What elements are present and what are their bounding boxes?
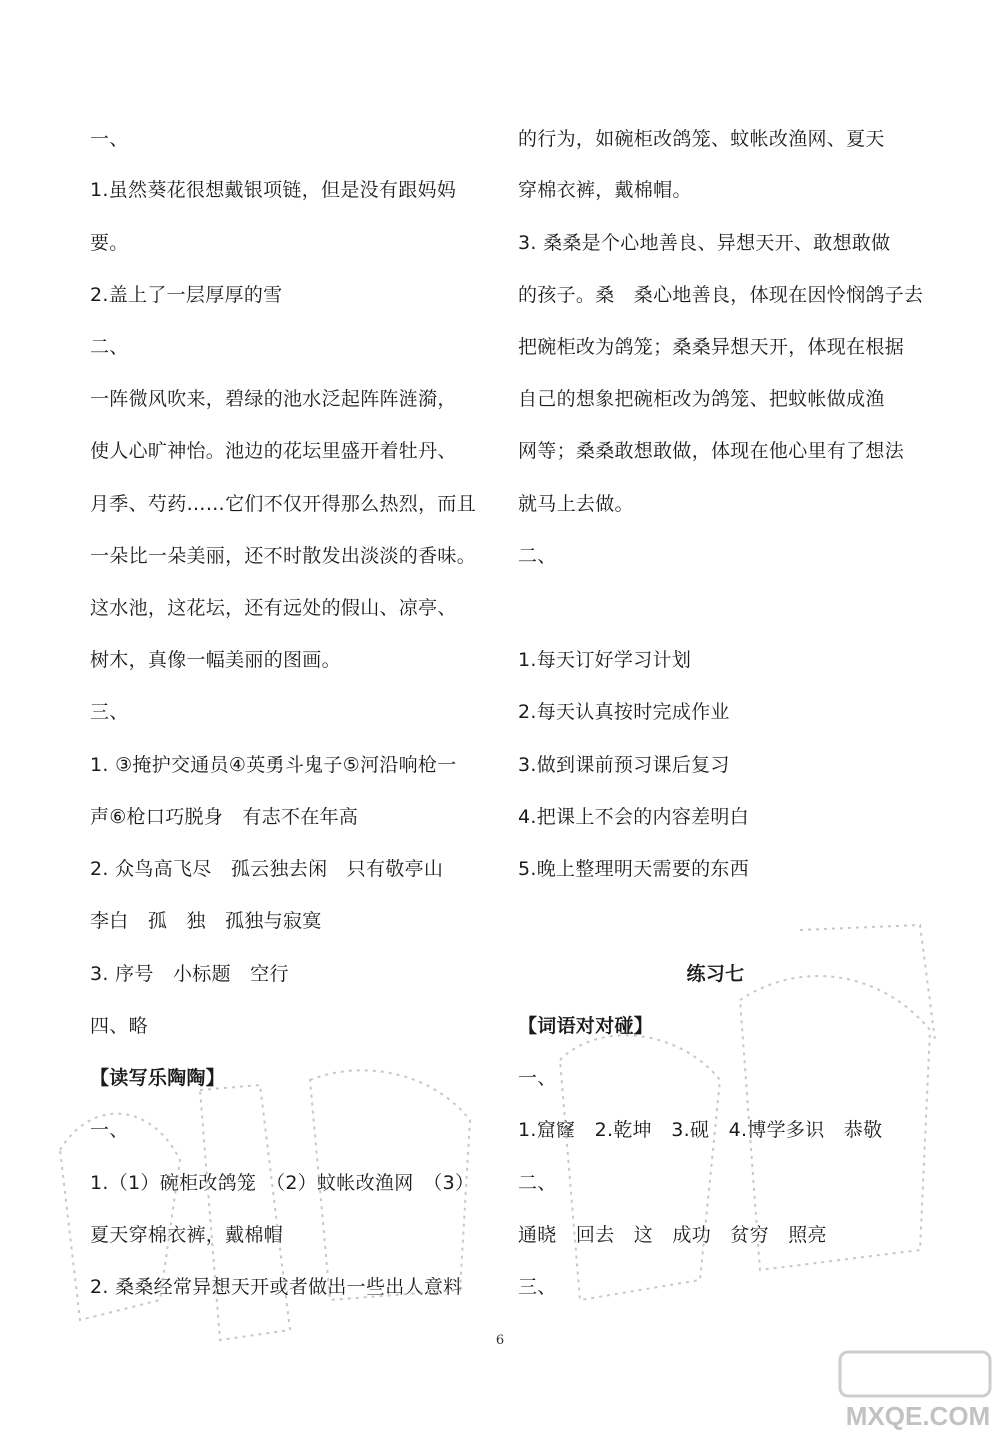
right-column-line-20: 通晓 回去 这 成功 贫穷 照亮 (518, 1224, 827, 1246)
left-column-line-18: 四、略 (90, 1015, 148, 1037)
left-column-line-20: 一、 (90, 1119, 129, 1141)
right-column-line-6: 自己的想象把碗柜改为鸽笼、把蚊帐做成渔 (518, 388, 885, 410)
left-column-line-17: 3. 序号 小标题 空行 (90, 963, 289, 985)
left-column-line-16: 李白 孤 独 孤独与寂寞 (90, 910, 322, 932)
right-column-line-4: 的孩子。桑 桑心地善良，体现在因怜悯鸽子去 (518, 284, 924, 306)
left-column-line-12: 三、 (90, 701, 129, 723)
left-column-line-3: 要。 (90, 232, 129, 254)
left-column-line-13: 1. ③掩护交通员④英勇斗鬼子⑤河沿响枪一 (90, 754, 457, 776)
left-column-line-7: 使人心旷神怡。池边的花坛里盛开着牡丹、 (90, 440, 457, 462)
left-column-line-14: 声⑥枪口巧脱身 有志不在年高 (90, 806, 359, 828)
right-column-line-16: 【词语对对碰】 (518, 1015, 654, 1037)
left-column-line-9: 一朵比一朵美丽，还不时散发出淡淡的香味。 (90, 545, 477, 567)
left-column-line-6: 一阵微风吹来，碧绿的池水泛起阵阵涟漪， (90, 388, 457, 410)
right-column-line-5: 把碗柜改为鸽笼；桑桑异想天开，体现在根据 (518, 336, 905, 358)
left-column-line-2: 1.虽然葵花很想戴银项链，但是没有跟妈妈 (90, 179, 457, 201)
right-column-line-21: 三、 (518, 1276, 557, 1298)
right-column-line-2: 穿棉衣裤，戴棉帽。 (518, 179, 692, 201)
left-column-line-11: 树木，真像一幅美丽的图画。 (90, 649, 341, 671)
right-column-line-7: 网等；桑桑敢想敢做，体现在他心里有了想法 (518, 440, 905, 462)
left-column-line-10: 这水池，这花坛，还有远处的假山、凉亭、 (90, 597, 457, 619)
right-column-line-10: 1.每天订好学习计划 (518, 649, 692, 671)
right-column-line-12: 3.做到课前预习课后复习 (518, 754, 730, 776)
page-number: 6 (495, 1333, 505, 1348)
watermark-text: MXQE.COM (845, 1401, 991, 1431)
right-column-line-19: 二、 (518, 1172, 557, 1194)
left-column-line-5: 二、 (90, 336, 129, 358)
right-column-line-13: 4.把课上不会的内容差明白 (518, 806, 750, 828)
left-column-line-8: 月季、芍药……它们不仅开得那么热烈，而且 (90, 493, 477, 515)
right-column-line-1: 的行为，如碗柜改鸽笼、蚊帐改渔网、夏天 (518, 128, 885, 150)
right-column-line-18: 1.窟窿 2.乾坤 3.砚 4.博学多识 恭敬 (518, 1119, 883, 1141)
right-column-line-9: 二、 (518, 545, 557, 567)
left-column-line-23: 2. 桑桑经常异想天开或者做出一些出人意料 (90, 1276, 463, 1298)
right-column-line-17: 一、 (518, 1067, 557, 1089)
right-column-line-11: 2.每天认真按时完成作业 (518, 701, 730, 723)
right-column-line-8: 就马上去做。 (518, 493, 634, 515)
right-column-line-14: 5.晚上整理明天需要的东西 (518, 858, 750, 880)
left-column-line-15: 2. 众鸟高飞尽 孤云独去闲 只有敬亭山 (90, 858, 444, 880)
left-column-line-1: 一、 (90, 128, 129, 150)
left-column-line-4: 2.盖上了一层厚厚的雪 (90, 284, 283, 306)
right-column-line-15: 练习七 (686, 963, 745, 985)
left-column-line-22: 夏天穿棉衣裤，戴棉帽 (90, 1224, 284, 1246)
right-column-line-3: 3. 桑桑是个心地善良、异想天开、敢想敢做 (518, 232, 891, 254)
left-column-line-19: 【读写乐陶陶】 (90, 1067, 226, 1089)
left-column-line-21: 1.（1）碗柜改鸽笼 （2）蚊帐改渔网 （3） (90, 1172, 475, 1194)
